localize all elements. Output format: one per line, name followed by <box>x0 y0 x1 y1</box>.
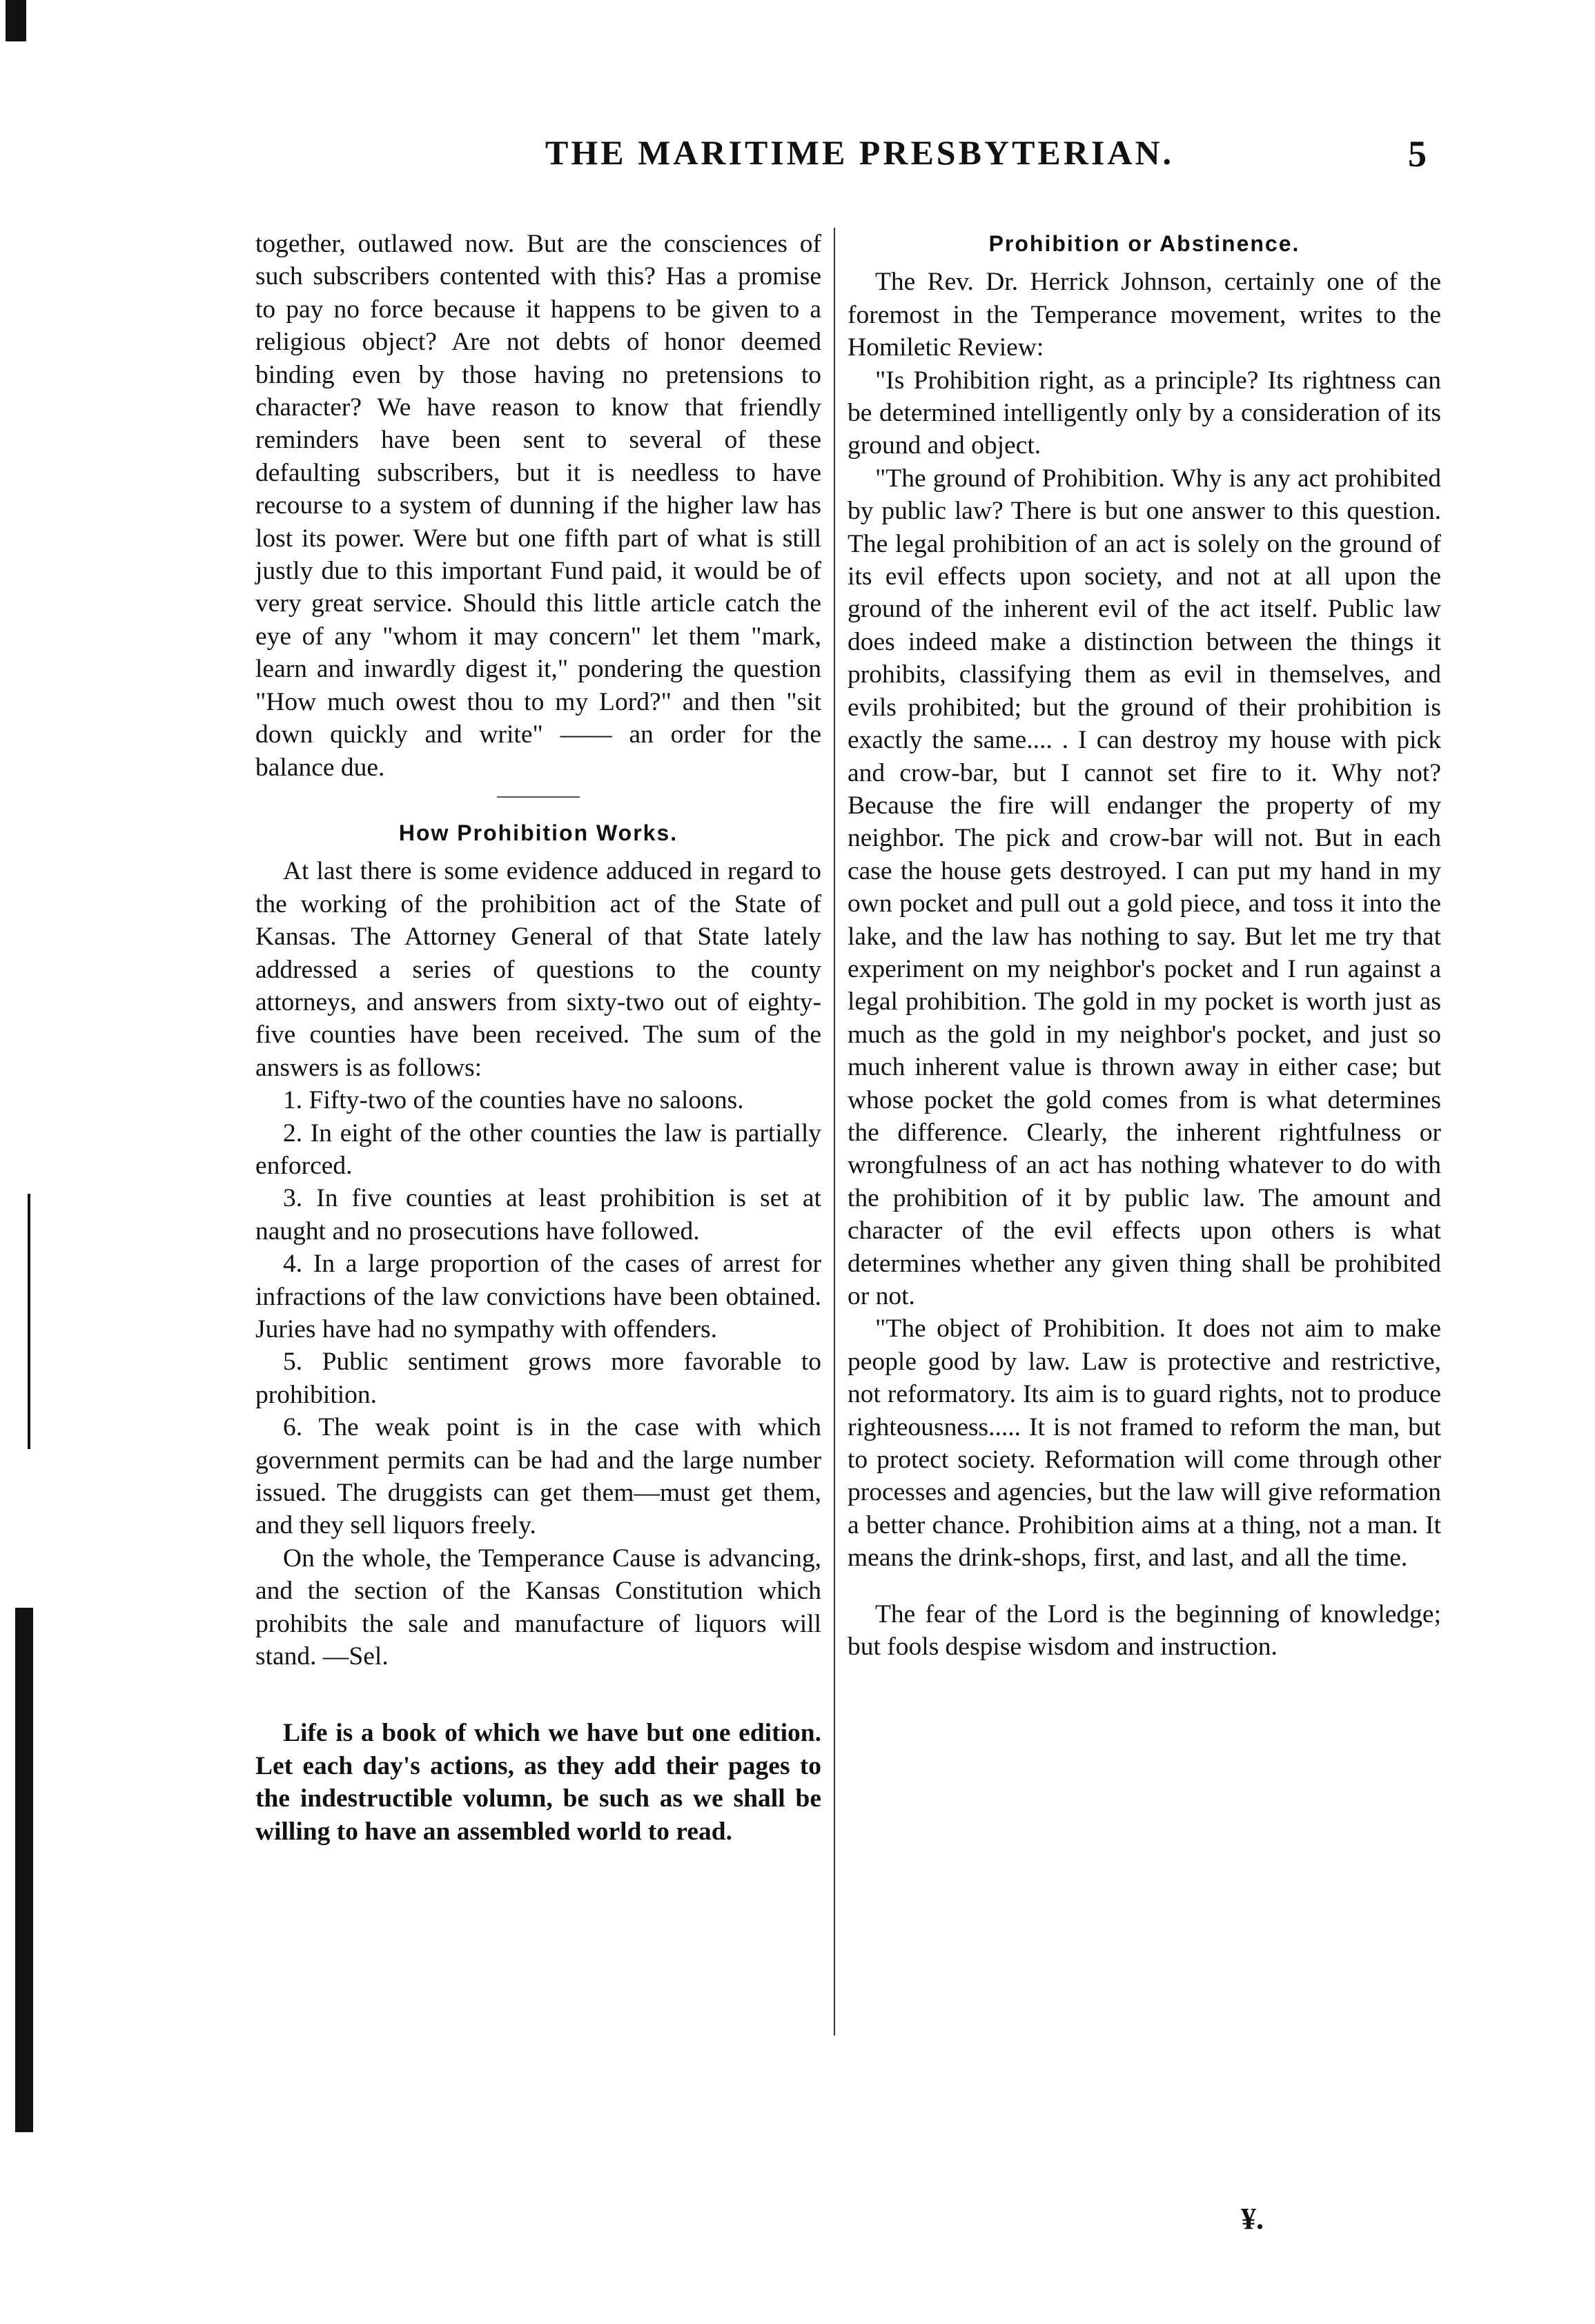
opening-paragraph: together, outlawed now. But are the consciences of such subscribers contented with this? Has a promise to pay no force because it happens to be given to a religious object? Are not debts of honor deemed binding even by those having no pretensions to character? We have reason to know that friendly reminders have been sent to several of these defaulting subscribers, but it is needless to have recourse to a system of dunning if the higher law has lost its power. Were but one fifth part of what is still justly due to this important Fund paid, it would be of very great service. Should this little article catch the eye of any "whom it may concern" let them "mark, learn and inwardly digest it," pondering the question "How much owest thou to my Lord?" and then "sit down quickly and write" —— an order for the balance due. <box>255 230 821 782</box>
list-item: 2. In eight of the other counties the law is partially enforced. <box>255 1119 821 1180</box>
section-separator <box>497 796 580 798</box>
quote-paragraph: "Is Prohibition right, as a principle? Its rightness can be determined intelligently only by a consideration of its ground and object. <box>848 366 1441 460</box>
section-heading-prohibition-or-abstinence: Prohibition or Abstinence. <box>988 231 1300 256</box>
left-edge-bar-top <box>6 0 26 41</box>
filler-paragraph: The fear of the Lord is the beginning of knowledge; but fools despise wisdom and instruction. <box>848 1599 1441 1662</box>
closing-paragraph: On the whole, the Temperance Cause is advancing, and the section of the Kansas Constitution which prohibits the sale and manufacture of liquors will stand. —Sel. <box>255 1544 821 1671</box>
intro-paragraph: The Rev. Dr. Herrick Johnson, certainly one of the foremost in the Temperance movement, writes to the Homiletic Review: <box>848 268 1441 362</box>
list-item: 6. The weak point is in the case with which government permits can be had and the large number issued. The druggists can get them—must get them, and they sell liquors freely. <box>255 1413 821 1540</box>
list-item: 5. Public sentiment grows more favorable to prohibition. <box>255 1348 821 1409</box>
right-column <box>848 228 1441 1663</box>
quote-paragraph: "The object of Prohibition. It does not aim to make people good by law. Law is protective and restrictive, not reformatory. Its aim is to guard rights, not to produce righteousness..... It is not framed to reform the man, but to protect society. Reformation will come through other processes and agencies, but the law will give reformation a better chance. Prohibition aims at a thing, not a man. It means the drink-shops, first, and last, and all the time. <box>848 1314 1441 1573</box>
list-item: 3. In five counties at least prohibition is set at naught and no prosecutions have followed. <box>255 1184 821 1245</box>
section-heading-how-prohibition-works: How Prohibition Works. <box>398 820 678 845</box>
footer-mark: ¥. <box>1241 2202 1264 2236</box>
quote-paragraph: "The ground of Prohibition. Why is any act prohibited by public law? There is but one answer to this question. The legal prohibition of an act is solely on the ground of its evil effects upon society, and not at all upon the ground of the inherent evil of the act itself. Public law does indeed make a distinction between the things it prohibits, classifying them as evil in themselves, and evils prohibited; but the ground of their prohibition is exactly the same.... . I can destroy my house with pick and crow-bar, but I cannot set fire to it. Why not? Because the fire will endanger the property of my neighbor. The pick and crow-bar will not. But in each case the house gets destroyed. I can put my hand in my own pocket and pull out a gold piece, and toss it into the lake, and the law has nothing to say. But let me try that experiment on my neighbor's pocket and I run against a legal prohibition. The gold in my pocket is worth just as much as the gold in my neighbor's pocket, and just so much inherent value is thrown away in either case; but whose pocket the gold comes from is what determines the difference. Clearly, the inherent rightfulness or wrongfulness of an act has nothing whatever to do with the prohibition of it by public law. The amount and character of the evil effects upon others is what determines whether any given thing shall be prohibited or not. <box>848 464 1441 1310</box>
list-item: 4. In a large proportion of the cases of arrest for infractions of the law convictions have been obtained. Juries have had no sympathy with offenders. <box>255 1250 821 1343</box>
page-header <box>0 132 1595 181</box>
left-column <box>255 228 821 1848</box>
running-title: THE MARITIME PRESBYTERIAN. <box>545 133 1175 172</box>
left-edge-bar-middle <box>28 1194 30 1449</box>
list-item: 1. Fifty-two of the counties have no saloons. <box>283 1086 744 1115</box>
left-edge-bar-bottom <box>15 1608 33 2132</box>
filler-paragraph: Life is a book of which we have but one edition. Let each day's actions, as they add their pages to the indestructible volumn, be such as we shall be willing to have an assembled world to read. <box>255 1719 821 1846</box>
column-divider <box>834 228 835 2036</box>
page-number: 5 <box>1408 133 1427 175</box>
intro-paragraph: At last there is some evidence adduced in regard to the working of the prohibition act of the State of Kansas. The Attorney General of that State lately addressed a series of questions to the county attorneys, and answers from sixty-two out of eighty-five counties have been received. The sum of the answers is as follows: <box>255 857 821 1082</box>
